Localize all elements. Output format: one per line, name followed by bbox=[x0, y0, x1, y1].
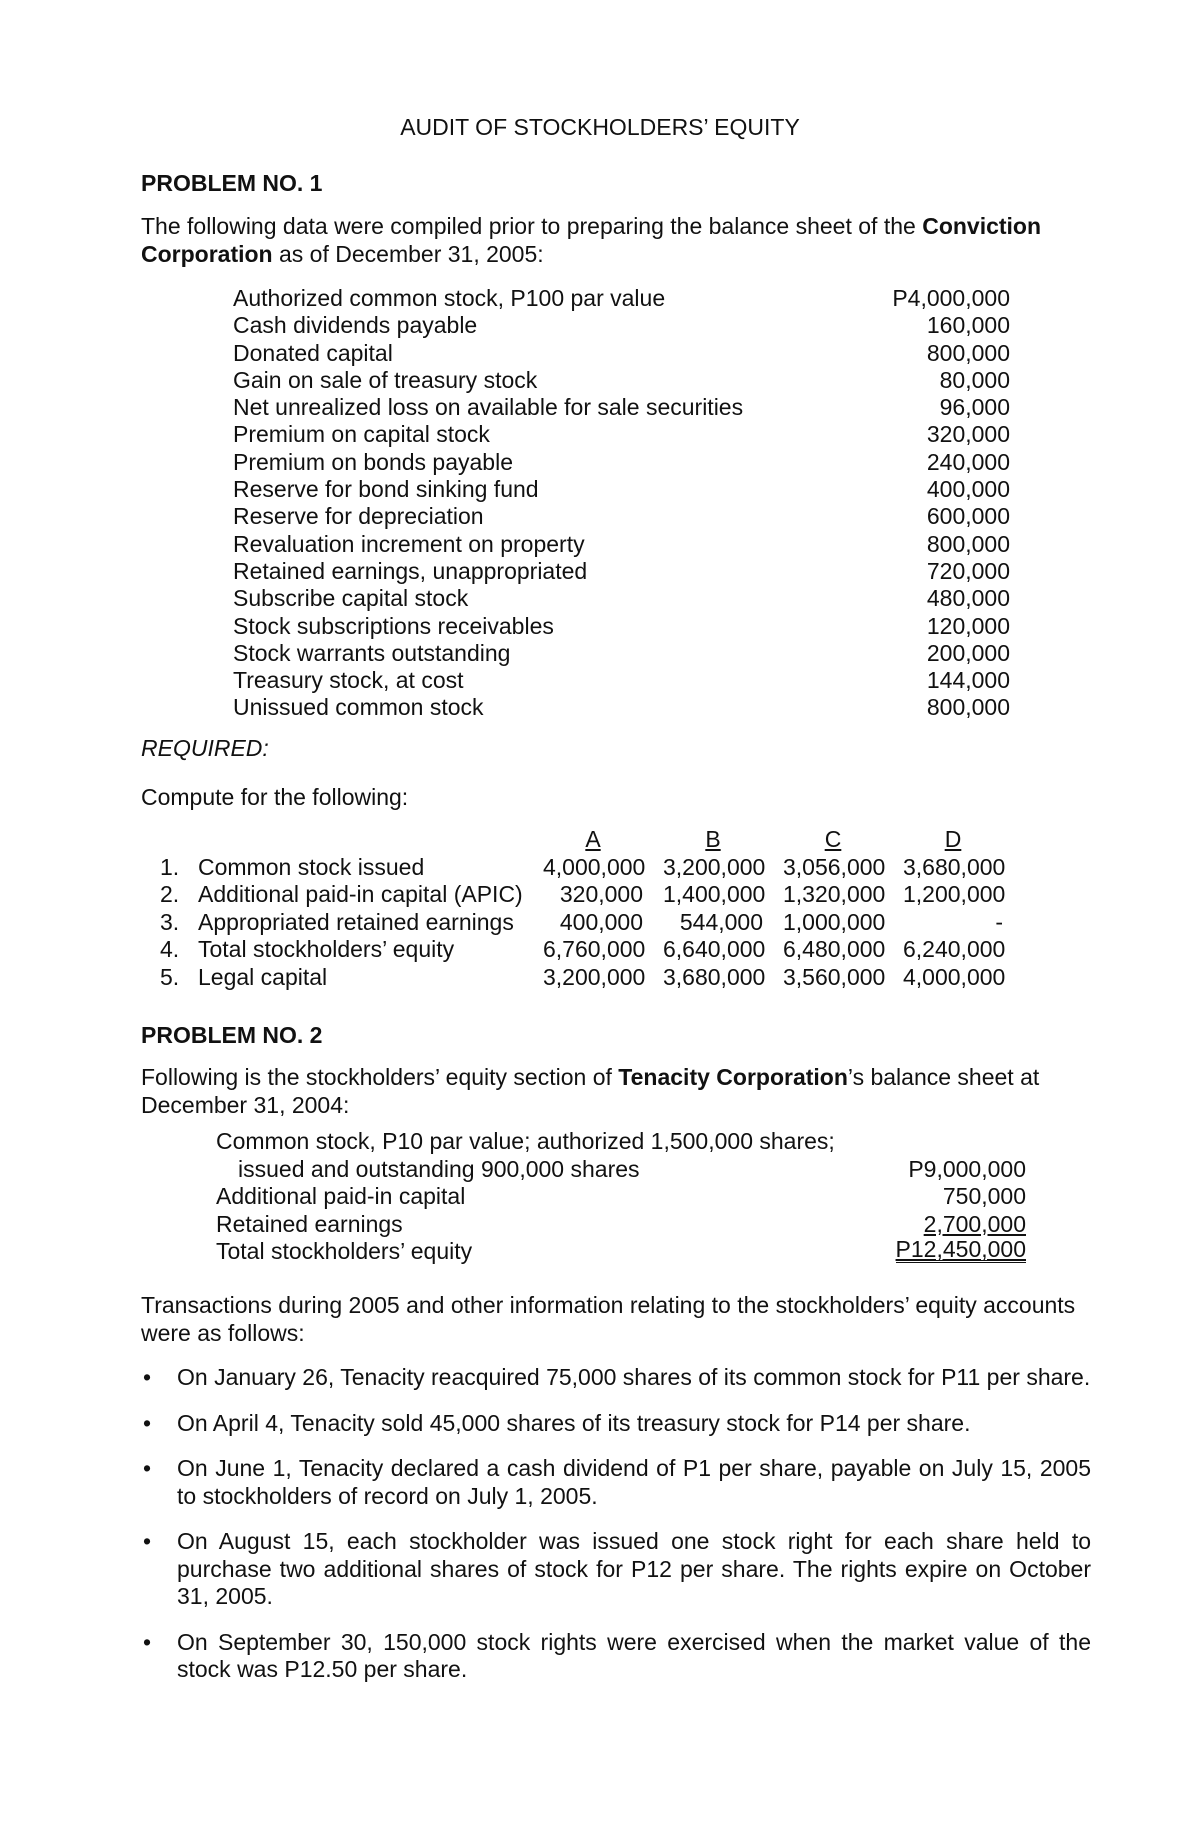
choice-value: 1,400,000 bbox=[663, 881, 766, 907]
stockholders-equity-section bbox=[216, 1128, 1026, 1266]
equity-row bbox=[216, 1183, 1026, 1211]
choice-value: 544,000 bbox=[679, 908, 763, 935]
account-amount: 160,000 bbox=[926, 312, 1010, 339]
account-amount: 120,000 bbox=[926, 612, 1010, 639]
account-label: Cash dividends payable bbox=[233, 312, 478, 339]
list-item bbox=[233, 694, 1010, 721]
equity-row bbox=[216, 1156, 1026, 1184]
equity-common-line2: issued and outstanding 900,000 shares bbox=[238, 1155, 640, 1182]
question-label: Total stockholders’ equity bbox=[198, 936, 455, 962]
list-item bbox=[233, 449, 1010, 476]
table-row bbox=[160, 909, 1115, 937]
account-amount: 480,000 bbox=[926, 585, 1010, 612]
document-title: AUDIT OF STOCKHOLDERS’ EQUITY bbox=[400, 114, 800, 140]
problem2-company-name: Tenacity Corporation bbox=[618, 1064, 848, 1090]
account-amount: 800,000 bbox=[926, 694, 1010, 721]
choice-value: 3,056,000 bbox=[783, 853, 886, 880]
account-balances-list bbox=[233, 285, 1010, 722]
choice-value: 6,240,000 bbox=[903, 936, 1006, 962]
choice-value: 1,200,000 bbox=[903, 881, 1006, 907]
list-item bbox=[233, 285, 1010, 312]
list-item bbox=[141, 1455, 1091, 1510]
question-label: Common stock issued bbox=[198, 853, 425, 880]
choice-value: 3,680,000 bbox=[663, 963, 766, 990]
problem1-intro bbox=[141, 212, 1091, 268]
transaction-text: On August 15, each stockholder was issued one stock right for each share held to purchase two additional shares of stock for P12 per share. The rights expire on October 31, 2005. bbox=[177, 1528, 1091, 1609]
transaction-text: On January 26, Tenacity reacquired 75,000 shares of its common stock for P11 per share. bbox=[177, 1364, 1091, 1390]
account-amount: 800,000 bbox=[926, 339, 1010, 366]
equity-apic-amount: 750,000 bbox=[942, 1183, 1026, 1209]
question-number: 1. bbox=[160, 853, 180, 880]
account-amount: 800,000 bbox=[926, 530, 1010, 557]
question-label: Additional paid-in capital (APIC) bbox=[198, 881, 523, 907]
equity-common-amount: P9,000,000 bbox=[908, 1155, 1026, 1182]
choice-value: 4,000,000 bbox=[903, 963, 1006, 990]
choice-value: 3,560,000 bbox=[783, 963, 886, 990]
transaction-text: On June 1, Tenacity declared a cash dividend of P1 per share, payable on July 15, 2005 to stockholders of record on July 1, 2005. bbox=[177, 1455, 1091, 1509]
question-number: 3. bbox=[160, 908, 180, 935]
question-number: 5. bbox=[160, 963, 180, 990]
list-item bbox=[141, 1364, 1091, 1392]
choice-value: 320,000 bbox=[559, 881, 643, 907]
table-row bbox=[160, 964, 1115, 992]
account-amount: 320,000 bbox=[926, 421, 1010, 448]
account-amount: 96,000 bbox=[939, 394, 1010, 421]
account-label: Reserve for bond sinking fund bbox=[233, 476, 539, 503]
choice-value: 6,760,000 bbox=[543, 936, 646, 962]
bullet-icon: • bbox=[143, 1628, 152, 1655]
problem1-intro-text-end: as of December 31, 2005: bbox=[272, 241, 544, 267]
choice-value: 4,000,000 bbox=[543, 853, 646, 880]
list-item bbox=[233, 585, 1010, 612]
account-amount: 720,000 bbox=[926, 557, 1010, 584]
account-label: Gain on sale of treasury stock bbox=[233, 366, 538, 393]
problem2-intro-text: Following is the stockholders’ equity section of bbox=[141, 1064, 619, 1090]
list-item bbox=[141, 1410, 1091, 1438]
problem1-heading: PROBLEM NO. 1 bbox=[141, 170, 323, 196]
equity-re-amount: 2,700,000 bbox=[923, 1210, 1026, 1237]
list-item bbox=[233, 367, 1010, 394]
account-amount: 144,000 bbox=[926, 667, 1010, 694]
account-amount: 400,000 bbox=[926, 476, 1010, 503]
list-item bbox=[141, 1528, 1091, 1611]
problem2-heading: PROBLEM NO. 2 bbox=[141, 1022, 323, 1048]
question-number: 2. bbox=[160, 881, 180, 907]
choice-header: A bbox=[585, 826, 601, 852]
transactions-list bbox=[141, 1364, 1091, 1684]
table-row bbox=[160, 854, 1115, 882]
account-amount: P4,000,000 bbox=[892, 285, 1010, 311]
account-label: Reserve for depreciation bbox=[233, 503, 484, 530]
equity-row bbox=[216, 1211, 1026, 1239]
account-amount: 240,000 bbox=[926, 448, 1010, 475]
problem2-intro-text-end: ’s balance sheet at December 31, 2004: bbox=[141, 1064, 1040, 1118]
account-amount: 80,000 bbox=[939, 366, 1010, 393]
problem1-intro-text: The following data were compiled prior to preparing the balance sheet of the bbox=[141, 213, 923, 239]
transaction-text: On April 4, Tenacity sold 45,000 shares of its treasury stock for P14 per share. bbox=[177, 1409, 971, 1436]
bullet-icon: • bbox=[143, 1455, 152, 1481]
account-label: Revaluation increment on property bbox=[233, 530, 585, 557]
compute-instruction: Compute for the following: bbox=[141, 784, 409, 810]
list-item bbox=[233, 421, 1010, 448]
choice-value: 3,680,000 bbox=[903, 853, 1006, 880]
choice-header: B bbox=[705, 826, 721, 852]
list-item bbox=[233, 312, 1010, 339]
choice-value: 6,480,000 bbox=[783, 936, 886, 962]
transactions-intro: Transactions during 2005 and other information relating to the stockholders’ equity accounts were as follows: bbox=[141, 1292, 1076, 1346]
required-label: REQUIRED: bbox=[141, 735, 269, 761]
list-item bbox=[233, 667, 1010, 694]
equity-re-label: Retained earnings bbox=[216, 1210, 403, 1237]
account-label: Subscribe capital stock bbox=[233, 585, 469, 612]
choice-value: 3,200,000 bbox=[663, 853, 766, 880]
table-row bbox=[160, 936, 1115, 964]
equity-row bbox=[216, 1128, 1026, 1156]
account-amount: 600,000 bbox=[926, 503, 1010, 530]
question-label: Legal capital bbox=[198, 963, 328, 990]
question-number: 4. bbox=[160, 936, 180, 962]
equity-apic-label: Additional paid-in capital bbox=[216, 1183, 466, 1209]
list-item bbox=[233, 503, 1010, 530]
problem2-intro bbox=[141, 1063, 1091, 1119]
choice-value: 400,000 bbox=[559, 908, 643, 935]
bullet-icon: • bbox=[143, 1409, 152, 1436]
list-item bbox=[233, 640, 1010, 667]
multiple-choice-table bbox=[160, 826, 1115, 991]
account-label: Donated capital bbox=[233, 339, 393, 366]
account-label: Premium on bonds payable bbox=[233, 448, 513, 475]
list-item bbox=[233, 531, 1010, 558]
list-item bbox=[233, 558, 1010, 585]
account-amount: 200,000 bbox=[926, 639, 1010, 666]
account-label: Stock warrants outstanding bbox=[233, 639, 511, 666]
question-label: Appropriated retained earnings bbox=[198, 908, 514, 935]
choice-header: D bbox=[944, 826, 962, 852]
account-label: Retained earnings, unappropriated bbox=[233, 557, 588, 584]
bullet-icon: • bbox=[143, 1364, 152, 1390]
list-item bbox=[141, 1629, 1091, 1684]
choice-value: - bbox=[995, 908, 1003, 935]
account-label: Authorized common stock, P100 par value bbox=[233, 285, 666, 311]
equity-total-amount: P12,450,000 bbox=[895, 1236, 1026, 1262]
equity-total-label: Total stockholders’ equity bbox=[216, 1238, 473, 1264]
table-row bbox=[160, 881, 1115, 909]
account-label: Net unrealized loss on available for sale securities bbox=[233, 394, 744, 421]
list-item bbox=[233, 476, 1010, 503]
choice-value: 1,320,000 bbox=[783, 881, 886, 907]
choice-header-row bbox=[160, 826, 1115, 854]
list-item bbox=[233, 340, 1010, 367]
list-item bbox=[233, 394, 1010, 421]
account-label: Premium on capital stock bbox=[233, 421, 490, 448]
equity-common-line1: Common stock, P10 par value; authorized 1,500,000 shares; bbox=[216, 1128, 835, 1154]
choice-value: 1,000,000 bbox=[783, 908, 886, 935]
choice-value: 6,640,000 bbox=[663, 936, 766, 962]
account-label: Stock subscriptions receivables bbox=[233, 612, 554, 639]
problem1-company-name: Conviction Corporation bbox=[141, 213, 1042, 267]
choice-header: C bbox=[824, 826, 842, 852]
choice-value: 3,200,000 bbox=[543, 963, 646, 990]
list-item bbox=[233, 613, 1010, 640]
account-label: Treasury stock, at cost bbox=[233, 667, 464, 694]
transaction-text: On September 30, 150,000 stock rights were exercised when the market value of the stock was P12.50 per share. bbox=[177, 1628, 1091, 1682]
equity-row bbox=[216, 1238, 1026, 1266]
account-label: Unissued common stock bbox=[233, 694, 484, 721]
bullet-icon: • bbox=[143, 1528, 152, 1554]
